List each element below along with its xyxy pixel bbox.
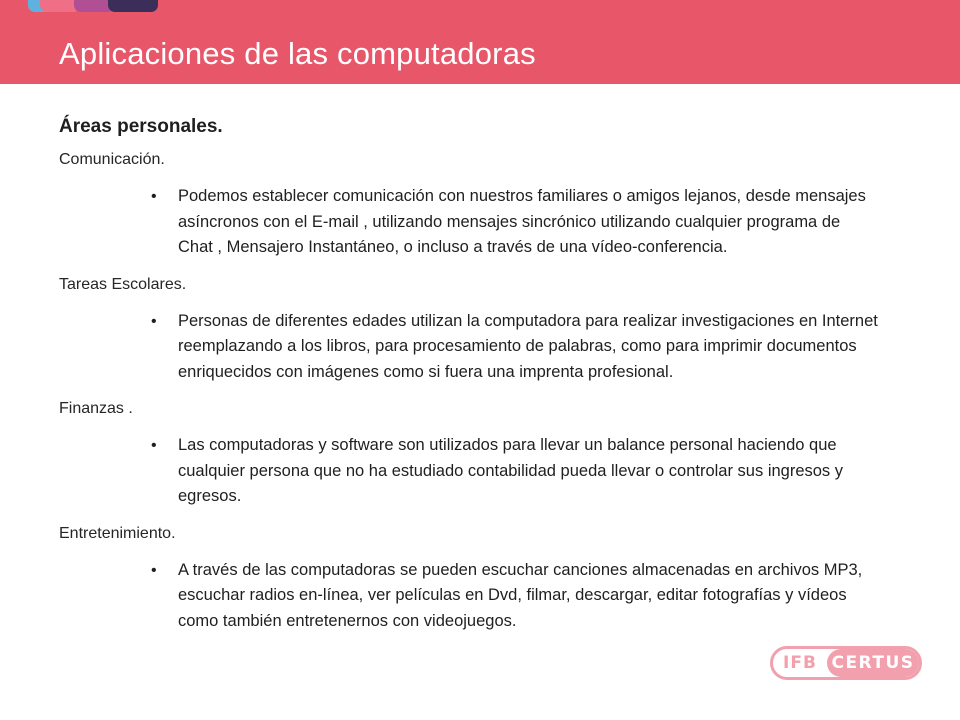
slide-content xyxy=(59,116,904,648)
bullet-text: Las computadoras y software son utilizados para llevar un balance personal haciendo que cualquier persona que no ha estudiado contabilidad pueda llevar o controlar sus ingresos y egresos. xyxy=(178,436,844,505)
category-comunicacion: Comunicación. xyxy=(59,151,165,168)
bullet-text: Personas de diferentes edades utilizan la computadora para realizar investigaciones en Internet reemplazando a los libros, para procesamiento de palabras, como para imprimir documentos enriquecidos con imágenes como si fuera una imprenta profesional. xyxy=(178,311,878,381)
bullet-item xyxy=(151,309,878,386)
bullet-icon: • xyxy=(151,312,157,330)
category-finanzas: Finanzas . xyxy=(59,400,133,417)
bullet-text: A través de las computadoras se pueden escuchar canciones almacenadas en archivos MP3, escuchar radios en-línea, ver películas en Dvd, filmar, descargar, editar fotografías y vídeos como también entretenernos con videojuegos. xyxy=(178,560,863,630)
bullet-item xyxy=(151,433,878,510)
bullet-icon: • xyxy=(151,561,157,579)
category-entretenimiento: Entretenimiento. xyxy=(59,524,176,542)
category-tareas-escolares: Tareas Escolares. xyxy=(59,275,187,293)
decorative-tab xyxy=(108,0,158,12)
header-bar xyxy=(0,0,960,84)
slide-title: Aplicaciones de las computadoras xyxy=(59,36,536,71)
section-heading: Áreas personales. xyxy=(59,116,223,137)
bullet-item xyxy=(151,558,878,635)
bullet-icon: • xyxy=(151,188,157,205)
logo-right-text: CERTUS xyxy=(827,649,919,677)
logo-left-text: IFB xyxy=(783,653,817,673)
bullet-item xyxy=(151,184,878,261)
bullet-text: Podemos establecer comunicación con nuestros familiares o amigos lejanos, desde mensajes asíncronos con el E-mail , utilizando mensajes sincrónico utilizando cualquier programa de Chat , Mensajero Instantáneo, o incluso a través de una vídeo-conferencia. xyxy=(178,187,866,256)
bullet-icon: • xyxy=(151,437,157,454)
ifb-certus-logo xyxy=(770,646,922,680)
